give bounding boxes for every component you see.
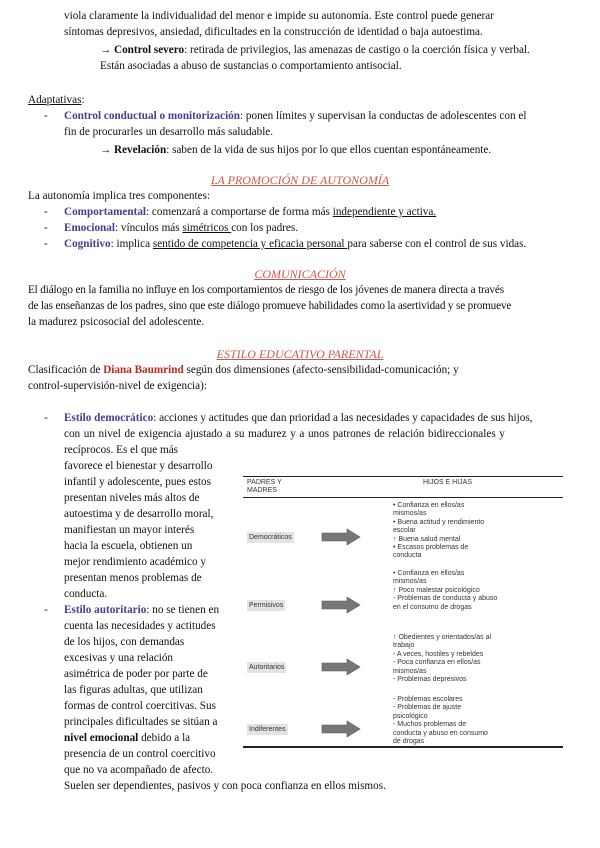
democratico-text-line: manifiestan un mayor interés [64,524,195,536]
author-name: Diana Baumrind [103,364,184,376]
result-line: mismos/as [393,667,427,675]
result-line: - Problemas de conducta y abuso [393,595,498,603]
result-line: ↑ Obedientes y orientados/as al [393,634,492,641]
table-row-result [393,502,527,561]
arrow-icon: → [100,144,112,156]
result-line: - Problemas escolares [393,696,463,703]
democratico-text-line: hacia la escuela, obtienen un [64,540,193,552]
revelacion-line [100,142,491,158]
democratico-text-line: favorece el bienestar y desarrollo [64,460,213,472]
result-line: psicológico [393,712,428,720]
severo-text-1: : retirada de privilegios, las amenazas de castigo o la coerción física y verbal. [184,44,530,56]
result-line: - Problemas depresivos [393,676,467,684]
right-arrow-icon [321,596,361,614]
result-line: - Muchos problemas de [393,721,467,729]
result-line: - A veces, hostiles y rebeldes [393,650,484,658]
componente-comportamental: Comportamental: comenzará a comportarse de forma más independiente y activa. [64,206,437,218]
autoritario-text-line: cuenta las necesidades y actitudes [64,620,216,632]
right-arrow-icon [321,528,361,546]
severo-line [100,42,530,58]
right-arrow-icon [321,658,361,676]
result-line: • Confianza en ellos/as [393,570,465,577]
clasificacion-line-1: Clasificación de Diana Baumrind según dos dimensiones (afecto-sensibilidad-comunicación; y [28,364,459,376]
comunicacion-line-2: de las enseñanzas de los padres, sino que este diálogo promueve habilidades como la asertividad y se promueve [28,300,512,312]
autoritario-text-line: asimétrica de poder por parte de [64,668,208,680]
table-row-result [393,634,527,684]
result-line: conducta [393,552,422,560]
autoritario-end-1: presencia de un control coercitivo [64,748,216,760]
democratico-line-2: con un nivel de exigencia ajustado a su madurez y a unos patrones de relación bidireccionales y [64,428,505,440]
result-line: - Problemas de ajuste [393,704,462,712]
democratico-line-1: Estilo democrático: acciones y actitudes que dan prioridad a las necesidades y capacidades de sus hijos, [64,412,533,424]
result-line: de drogas [393,738,425,746]
autoritario-text-line: formas de control coercitivas. Sus [64,700,216,712]
final-line: Suelen ser dependientes, pasivos y con poca confianza en ellos mismos. [64,780,386,792]
intro-line-1: viola claramente la individualidad del menor e impide su autonomía. Este control puede generar [64,10,494,22]
bullet-dash: - [44,604,48,616]
autoritario-text-line: las figuras adultas, que utilizan [64,684,203,696]
table-bottom-rule [243,746,563,748]
result-line: en el consumo de drogas [393,603,472,611]
democratico-text-line: autoestima y de desarrollo moral, [64,508,214,520]
estilo-heading: ESTILO EDUCATIVO PARENTAL [216,347,384,361]
bullet-dash: - [44,412,48,424]
table-row-label: Autoritarios [249,664,285,671]
intro-line-2: síntomas depresivos, ansiedad, dificultades en la construcción de identidad o baja autoestima. [64,26,483,38]
autonomia-intro: La autonomía implica tres componentes: [28,190,211,202]
severo-label: Control severo [113,44,185,56]
result-line: ↑ Poco malestar psicológico [393,586,480,594]
result-line: ↑ Buena salud mental [393,535,461,543]
autonomia-heading: LA PROMOCIÓN DE AUTONOMÍA [210,173,390,187]
comunicacion-line-1: El diálogo en la familia no influye en los comportamientos de riesgo de los jóvenes de manera directa a través [28,284,504,296]
comunicacion-line-3: la madurez psicosocial del adolescente. [28,316,205,328]
revelacion-label: Revelación [113,144,167,156]
table-header-left: PADRES Y MADRES [247,479,282,494]
autoritario-text-line: de los hijos, con demandas [64,636,185,648]
result-line: escolar [393,527,416,535]
democratico-text-line: presentan niveles más altos de [64,492,200,504]
bullet-dash: - [44,110,48,122]
result-line: - Poca confianza en ellos/as [393,659,481,667]
result-line: conducta y abuso en consumo [393,729,488,737]
monitorizacion-text-2: fin de procurarles un desarrollo más saludable. [64,126,274,138]
bullet-dash: - [44,222,48,234]
democratico-text-line: infantil y adolescente, pues estos [64,476,211,488]
table-header-right: HIJOS E HIJAS [423,479,473,486]
bullet-dash: - [44,206,48,218]
table-row-label: Indiferentes [249,726,286,733]
monitorizacion-label: Control conductual o monitorización [64,110,240,122]
autoritario-text-line: principales dificultades se sitúan a [64,716,218,728]
comunicacion-heading: COMUNICACIÓN [254,267,346,281]
table-row-label: Permisivos [249,602,284,609]
autoritario-line-1: Estilo autoritario: no se tienen en [64,604,220,616]
table-row-result [393,696,527,746]
arrow-icon: → [100,44,112,56]
autoritario-text-line: excesivas y una relación [64,652,174,664]
componente-cognitivo: Cognitivo: implica sentido de competencia y eficacia personal para saberse con el control de sus vidas. [64,238,527,250]
monitorizacion-text-1: : ponen límites y supervisan la conductas de adolescentes con el [240,110,527,122]
bullet-dash: - [44,238,48,250]
table-row-label: Democráticos [249,534,292,541]
result-line: trabajo [393,642,415,650]
result-line: • Buena actitud y rendimiento [393,518,485,526]
right-arrow-icon [321,720,361,738]
adaptativas-title: Adaptativas: [28,94,85,106]
result-line: • Confianza en ellos/as [393,502,465,509]
clasificacion-line-2: control-supervisión-nivel de exigencia): [28,380,207,392]
democratico-text-line: conducta. [64,588,108,600]
democratico-text-line: presentan menos problemas de [64,572,202,584]
table-top-rule [243,476,563,477]
componente-emocional: Emocional: vínculos más simétricos con los padres. [64,222,299,234]
democratico-text-line: recíprocos. Es el que más [64,444,179,456]
result-line: mismos/as [393,578,427,586]
severo-text-2: Están asociadas a abuso de sustancias o comportamiento antisocial. [100,60,402,72]
revelacion-text: : saben de la vida de sus hijos por lo que ellos cuentan espontáneamente. [166,144,492,156]
table-row-result [393,570,527,612]
monitorizacion-line-1 [64,108,526,124]
autoritario-end-2: que no va acompañado de afecto. [64,764,214,776]
table-header-rule [243,497,563,498]
result-line: • Escasos problemas de [393,544,469,552]
democratico-text-line: mejor rendimiento académico y [64,556,206,568]
nivel-emocional-line: nivel emocional debido a la [64,732,191,744]
result-line: mismos/as [393,510,427,518]
estilos-table [243,476,563,746]
